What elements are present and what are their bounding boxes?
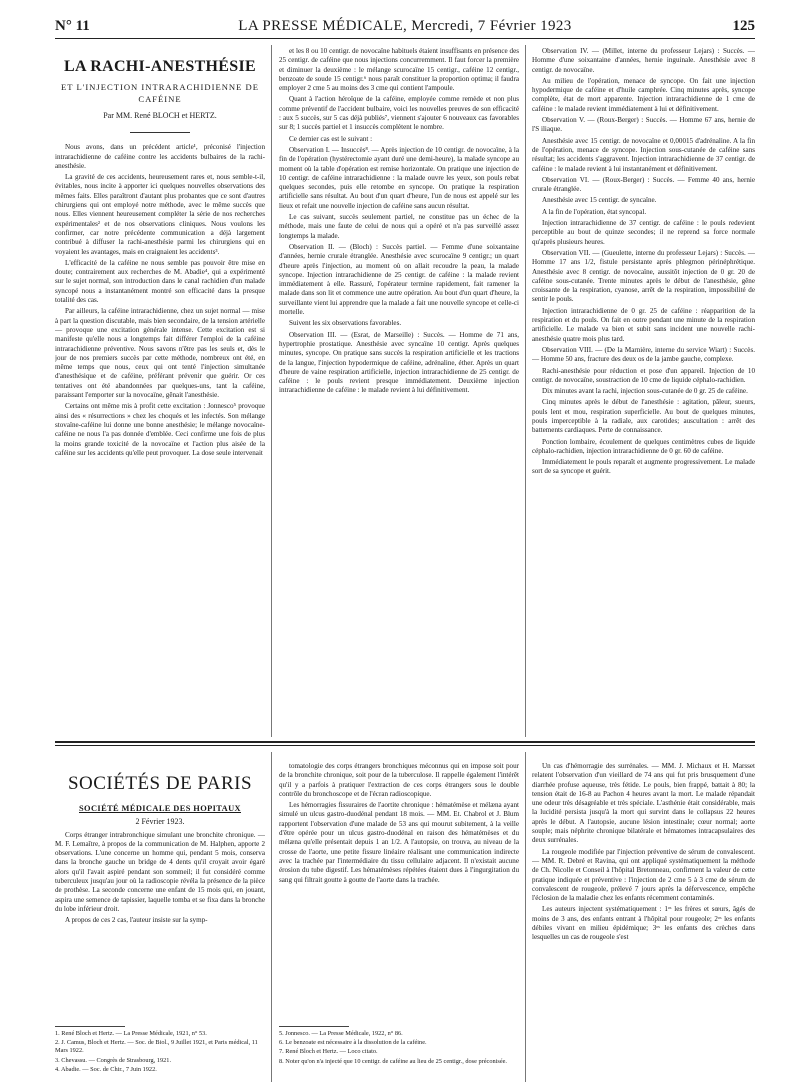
paragraph: Suivent les six observations favorables. xyxy=(289,319,402,328)
societies-column-2 xyxy=(279,762,519,957)
observation: Observation VIII. — (De la Marnière, interne du service Wiart) : Succès. — Homme 50 ans, fracture des deux os de la jambe gauche, complexe. xyxy=(532,345,755,364)
report: Un cas d'hémorragie des surrénales. — MM. J. Michaux et H. Marsset relatent l'observation d'un vieillard de 74 ans qui fut pris brusquement d'une diarrhée profuse aqueuse, très fétide. Le pouls, bien frappé, battait à 80; la tension était de 16-8 au Pachon 4 heures avant la mort. Le malade répandait une odeur très désagréable et très spéciale. L'asthénie était considérable, mais la lucidité persista jusqu'à la mort qui survint dans le collapsus 22 heures après le début. A l'autopsie, aucune lésion intestinale; cœur normal; aorte souple; mais néphrite chronique bilatérale et hématomes intracapsulaires des deux surrénales. xyxy=(532,762,755,845)
column-divider xyxy=(525,752,526,1082)
paragraph: Ponction lombaire, écoulement de quelques centimètres cubes de liquide céphalo-rachidien, injection intrarachidienne de 0 gr. 60 de caféine. xyxy=(532,437,755,455)
column-divider xyxy=(271,45,272,737)
observation: Observation VI. — (Roux-Berger) : Succès. — Femme 40 ans, hernie crurale étranglée. xyxy=(532,175,755,194)
paragraph: Nous avons, dans un précédent article¹, préconisé l'injection intrarachidienne de caféine contre les accidents bulbaires de la rachi-anesthésie. xyxy=(55,143,265,170)
paragraph: L'efficacité de la caféine ne nous semble pas pouvoir être mise en doute; contrairement aux recherches de M. Abadie⁴, qui a expérimenté sur le sujet normal, son introduction dans le canal rachidien d'un malade syncopé nous a instantanément montré son efficacité dans la presque totalité des cas. xyxy=(55,258,265,305)
paragraph: et les 8 ou 10 centigr. de novocaïne habituels étaient insuffisants en présence des 25 centigr. de caféine que nous injections concurremment. Il faut forcer la première et diminuer la deuxième : le mélange scurocaïne 15 centigr., caféine 12 centigr., benzoate de soude 15 centigr.⁶ nous paraît constituer la proportion optima; il faudra employer 2 cme 5 au moins des 3 cme qui contient l'ampoule. xyxy=(279,47,519,93)
title-rule xyxy=(130,132,190,133)
paragraph: Quant à l'action héroïque de la caféine, employée comme remède et non plus comme préventif de l'accident bulbaire, voici les nouvelles preuves de son efficacité : aux 5 succès, sur 5 cas déjà publiés⁷, viennent s'ajouter 6 nouveaux cas favorables sur 8; 1 succès partiel et 1 insuccès complètent le nombre. xyxy=(279,95,519,132)
section-title: SOCIÉTÉS DE PARIS xyxy=(67,773,253,794)
article-subtitle: ET L'INJECTION INTRARACHIDIENNE DE CAFÉINE xyxy=(61,82,259,104)
paragraph: Injection intrarachidienne de 37 centigr. de caféine : le pouls redevient perceptible au bout de quinze secondes; il ne reprend sa force normale qu'après plusieurs heures. xyxy=(532,219,755,246)
paragraph: Cinq minutes après le début de l'anesthésie : agitation, pâleur, sueurs, pouls lent et mou, respiration superficielle. Au bout de quelques minutes, pouls imperceptible à la radiale, aux carotides; auscultation : arrêt des battements cardiaques. Perte de connaissance. xyxy=(532,398,755,435)
issue-number: N° 11 xyxy=(55,18,90,34)
observation: Observation V. — (Roux-Berger) : Succès. — Homme 67 ans, hernie de l'S iliaque. xyxy=(532,116,755,134)
observation: Observation IV. — (Millet, interne du professeur Lejars) : Succès. — Homme d'une soixantaine d'années, hernie inguinale. Anesthésie avec 8 centigr. de novocaïne. xyxy=(532,47,755,74)
footnote-rule xyxy=(279,1026,349,1027)
footnotes-left xyxy=(55,1030,265,1080)
paragraph: Immédiatement le pouls reparaît et augmente progressivement. Le malade sort de sa syncope et guérit. xyxy=(532,458,755,476)
article-column-1 xyxy=(55,47,265,737)
report: Corps étranger intrabronchique simulant une bronchite chronique. — M. F. Lemaître, à propos de la communication de M. Halphen, apporte 2 observations. L'une concerne un homme qui, pendant 5 mois, conserva dans la bronche gauche un bridge de 4 dents qu'il croyait avoir égaré alors qu'il l'avait aspiré pendant son sommeil; il fut considéré comme tuberculeux jusqu'au jour où la radioscopie révéla la présence de la pièce de prothèse. La seconde concerne une enfant de 15 mois qui, en jouant, aspira une semence de tapissier, laquelle tomba et se fixa dans la bronche du lobe inférieur droit. xyxy=(55,830,265,913)
observation: Observation III. — (Esrat, de Marseille) : Succès. — Homme de 71 ans, hypertrophie prostatique. Anesthésie avec syncaïne 10 centigr. Après quelques minutes, syncope. On pratique sans succès la respiration artificielle et les tractions de la langue, l'injection hypodermique de caféine, adrénaline, éther. Après un quart d'heure de vaine respiration artificielle, injection intrarachidienne de 25 centigr. de caféine : le pouls revient presque immédiatement. Deuxième injection intrarachidienne de caféine : le malade revient à lui définitivement. xyxy=(279,330,519,395)
article-title: LA RACHI-ANESTHÉSIE xyxy=(64,58,256,75)
page-header xyxy=(55,16,755,39)
article-authors: Par MM. René BLOCH et HERTZ. xyxy=(103,111,217,120)
section-divider xyxy=(55,741,755,743)
footnote: 7. René Bloch et Hertz. — Loco citato. xyxy=(279,1048,378,1056)
column-divider xyxy=(271,752,272,1082)
paragraph: Anesthésie avec 15 centigr. de novocaïne et 0,00015 d'adrénaline. A la fin de l'opération, menace de syncope. Injection sous-cutanée de caféine sans résultat; les accidents s'aggravent. Injection intrarachidienne de 37 centigr. de caféine : le malade revient à lui instantanément et définitivement. xyxy=(532,136,755,173)
paragraph: A propos de ces 2 cas, l'auteur insiste sur la symp- xyxy=(65,916,208,925)
paragraph: tomatologie des corps étrangers bronchiques méconnus qui en impose soit pour de la bronchite chronique, soit pour de la tuberculose. Il rappelle également l'intérêt qu'il y a parfois à pratiquer l'extraction de ces corps étrangers sous le double contrôle du bronchoscope et de l'écran radioscopique. xyxy=(279,762,519,798)
footnotes-right xyxy=(279,1030,519,1080)
observation: Observation VII. — (Gueulette, interne du professeur Lejars) : Succès. — Homme 17 ans 1/2, fistule persistante après phlegmon périnéphrétique. Anesthésie avec 8 centigr. de novocaïne, aussitôt injection de 0 gr. 20 de caféine sous-cutanée. Trente minutes après le début de l'anesthésie, gêne croissante de la respiration, cyanose, arrêt de la respiration, impossibilité de sentir le pouls. xyxy=(532,248,755,304)
column-divider xyxy=(525,45,526,737)
paragraph: Anesthésie avec 15 centigr. de syncaïne. xyxy=(542,196,657,205)
paragraph: Le cas suivant, succès seulement partiel, ne constitue pas un échec de la méthode, mais une faute de celui de nous qui a opéré et n'a pas surveillé assez longtemps la malade. xyxy=(279,213,519,240)
paragraph: Rachi-anesthésie pour réduction et pose d'un appareil. Injection de 10 centigr. de novocaïne, soustraction de 10 cme de liquide céphalo-rachidien. xyxy=(532,366,755,384)
paragraph: Les auteurs injectent systématiquement : 1ᵒˢ les frères et sœurs, âgés de moins de 3 ans, des enfants entrant à l'hôpital pour rougeole; 2ᵒˢ les enfants débiles vivant en milieu épidémique; 3ᵒˢ les enfants des crèches dans lesquelles un cas de rougeole s'est xyxy=(532,905,755,942)
report: Les hémorragies fissuraires de l'aortite chronique : hématémèse et mélæna ayant simulé un ulcus gastro-duodénal pendant 18 mois. — MM. Et. Chabrol et J. Blum rapportent l'observation d'une malade de 53 ans qui mourut subitement, à la veille d'être opérée pour un ulcus gastro-duodénal en raison des hématémèses et du mélæna qu'elle présentait depuis 1 an 1/2. A l'autopsie, on trouva, au niveau de la crosse de l'aorte, une petite fissure linéaire réalisant une communication indirecte avec la trachée par l'intermédiaire du tissu cellulaire adjacent. Il n'existait aucune érosion du tube digestif. Les hématémèses répétées étaient dues à l'ingurgitation du sang qui filtrait goutte à goutte de l'aorte dans la trachée. xyxy=(279,801,519,884)
footnote-rule xyxy=(55,1026,125,1027)
societies-column-1 xyxy=(55,762,265,957)
footnote: 8. Noter qu'on n'a injecté que 10 centigr. de caféine au lieu de 25 centigr., dose préconisée. xyxy=(279,1057,507,1065)
paragraph: A la fin de l'opération, état syncopal. xyxy=(542,207,647,216)
footnote: 2. J. Camus, Bloch et Hertz. — Soc. de Biol., 9 Juillet 1921, et Paris médical, 11 Mars 1922. xyxy=(55,1039,258,1055)
article-column-2 xyxy=(279,47,519,737)
journal-title: LA PRESSE MÉDICALE, Mercredi, 7 Février 1923 xyxy=(238,18,572,34)
session-date: 2 Février 1923. xyxy=(135,817,185,827)
paragraph: La gravité de ces accidents, heureusement rares et, nous semble-t-il, évitables, nous incite à apporter ici quelques nouvelles observations des mêmes faits. Elles paraîtront d'autant plus probantes que ce sont d'autres chirurgiens qui ont employé notre méthode, avec le même succès que nous. Elles viennent heureusement compléter la série de nos recherches expérimentales² et de nos observations cliniques. Nous voulons les confirmer, car notre précédente communication a déjà largement contribué à diffuser la rachi-anesthésie parmi les chirurgiens qui en voyaient les avantages, mais en craignaient les accidents³. xyxy=(55,173,265,256)
section-divider xyxy=(55,745,755,746)
footnote: 1. René Bloch et Hertz. — La Presse Médicale, 1921, n° 53. xyxy=(55,1030,207,1037)
paragraph: Au milieu de l'opération, menace de syncope. On fait une injection hypodermique de caféine et d'huile camphrée. Cinq minutes après, syncope complète, état de mort apparente. Injection intrarachidienne de 1 cme de caféine : le malade revient immédiatement à lui et définitivement. xyxy=(532,76,755,113)
paragraph: Par ailleurs, la caféine intrarachidienne, chez un sujet normal — mise à part la question discutable, mais bien secondaire, de la tension artérielle — provoque une excitation générale intense. Cette excitation est si manifeste qu'elle nous a longtemps fait différer l'emploi de la caféine intrarachidienne préventive. Nous savons n'être pas les seuls et, dès le jour de nos premiers succès par cette méthode, nombreux ont été, en même temps que nous, ceux qui ont tenté l'injection simultanée d'anesthésique et de caféine, préférant prévenir que guérir. Or ces tentatives ont été abandonnées par quelques-uns, tant la caféine, paraissant l'emporter sur la novocaïne, gênait l'anesthésie. xyxy=(55,307,265,400)
societies-column-3 xyxy=(532,762,755,1082)
article-column-3 xyxy=(532,47,755,737)
footnote: 5. Jonnesco. — La Presse Médicale, 1922, n° 86. xyxy=(279,1030,403,1037)
page-number: 125 xyxy=(732,18,755,34)
society-name: SOCIÉTÉ MÉDICALE DES HOPITAUX xyxy=(79,804,241,813)
paragraph: Certains ont même mis à profit cette excitation : Jonnesco⁵ provoque ainsi des « résurrections » chez les choqués et les infectés. Son mélange stovaïne-caféine lui donne une bonne anesthésie; le mélange novocaïne-caféine ne nous l'a pas donnée d'emblée. Ceci confirme une fois de plus la moins grande toxicité de la novocaïne et l'action plus aisée de la caféine sur les accidents qu'elle peut provoquer. La dose seule intervenait xyxy=(55,402,265,457)
footnote: 3. Chevassu. — Congrès de Strasbourg, 1921. xyxy=(55,1056,172,1064)
footnote: 4. Abadie. — Soc. de Chir., 7 Juin 1922. xyxy=(55,1065,157,1073)
observation: Observation II. — (Bloch) : Succès partiel. — Femme d'une soixantaine d'années, hernie crurale étranglée. Anesthésie avec scurocaïne 9 centigr.; un quart d'heure après l'injection, au moment où on allait recoudre la peau, la malade syncope. Injection intrarachidienne de 25 centigr. de caféine : la malade revient immédiatement à elle. Rassuré, l'opérateur termine rapidement, fait ramener la malade dans son lit et commence une autre opération. Au bout d'un quart d'heure, la surveillante vient lui apprendre que la malade a fait une nouvelle syncope et celle-ci mortelle. xyxy=(279,242,519,317)
paragraph: Ce dernier cas est le suivant : xyxy=(289,134,373,143)
report: La rougeole modifiée par l'injection préventive de sérum de convalescent. — MM. R. Debré et Ravina, qui ont appliqué systématiquement la méthode de Ch. Nicolle et Conseil à l'hôpital Bretonneau, confirment la valeur de cette pratique indiquée et préventive : l'injection de 2 cme 5 à 3 cme de sérum de convalescent de rougeole, prélevé 7 jours après la défervescence, empêche l'éclosion de la maladie chez les enfants récemment contaminés. xyxy=(532,847,755,903)
paragraph: Injection intrarachidienne de 0 gr. 25 de caféine : réapparition de la respiration et du pouls. On fait en outre pendant une minute de la respiration artificielle. Le malade va bien et subit sans incident une nouvelle rachi-anesthésie quatre mois plus tard. xyxy=(532,306,755,343)
observation: Observation I. — Insuccès⁸. — Après injection de 10 centigr. de novocaïne, à la fin de l'opération (hystérectomie ayant duré une demi-heure), la malade syncope au moment où la table d'opération est remise horizontale. On pratique une injection de 10 centigr. de caféine intrarachidienne : la malade ouvre les yeux, son pouls rebat quelques secondes, puis elle retombe en syncope. On pratique la respiration artificielle sans résultat. Au bout d'un quart d'heure, l'un de nous est appelé sur les lieux et refait une nouvelle injection de caféine sans aucun résultat. xyxy=(279,145,519,210)
paragraph: Dix minutes avant la rachi, injection sous-cutanée de 0 gr. 25 de caféine. xyxy=(542,387,748,396)
footnote: 6. Le benzoate est nécessaire à la dissolution de la caféine. xyxy=(279,1039,427,1047)
